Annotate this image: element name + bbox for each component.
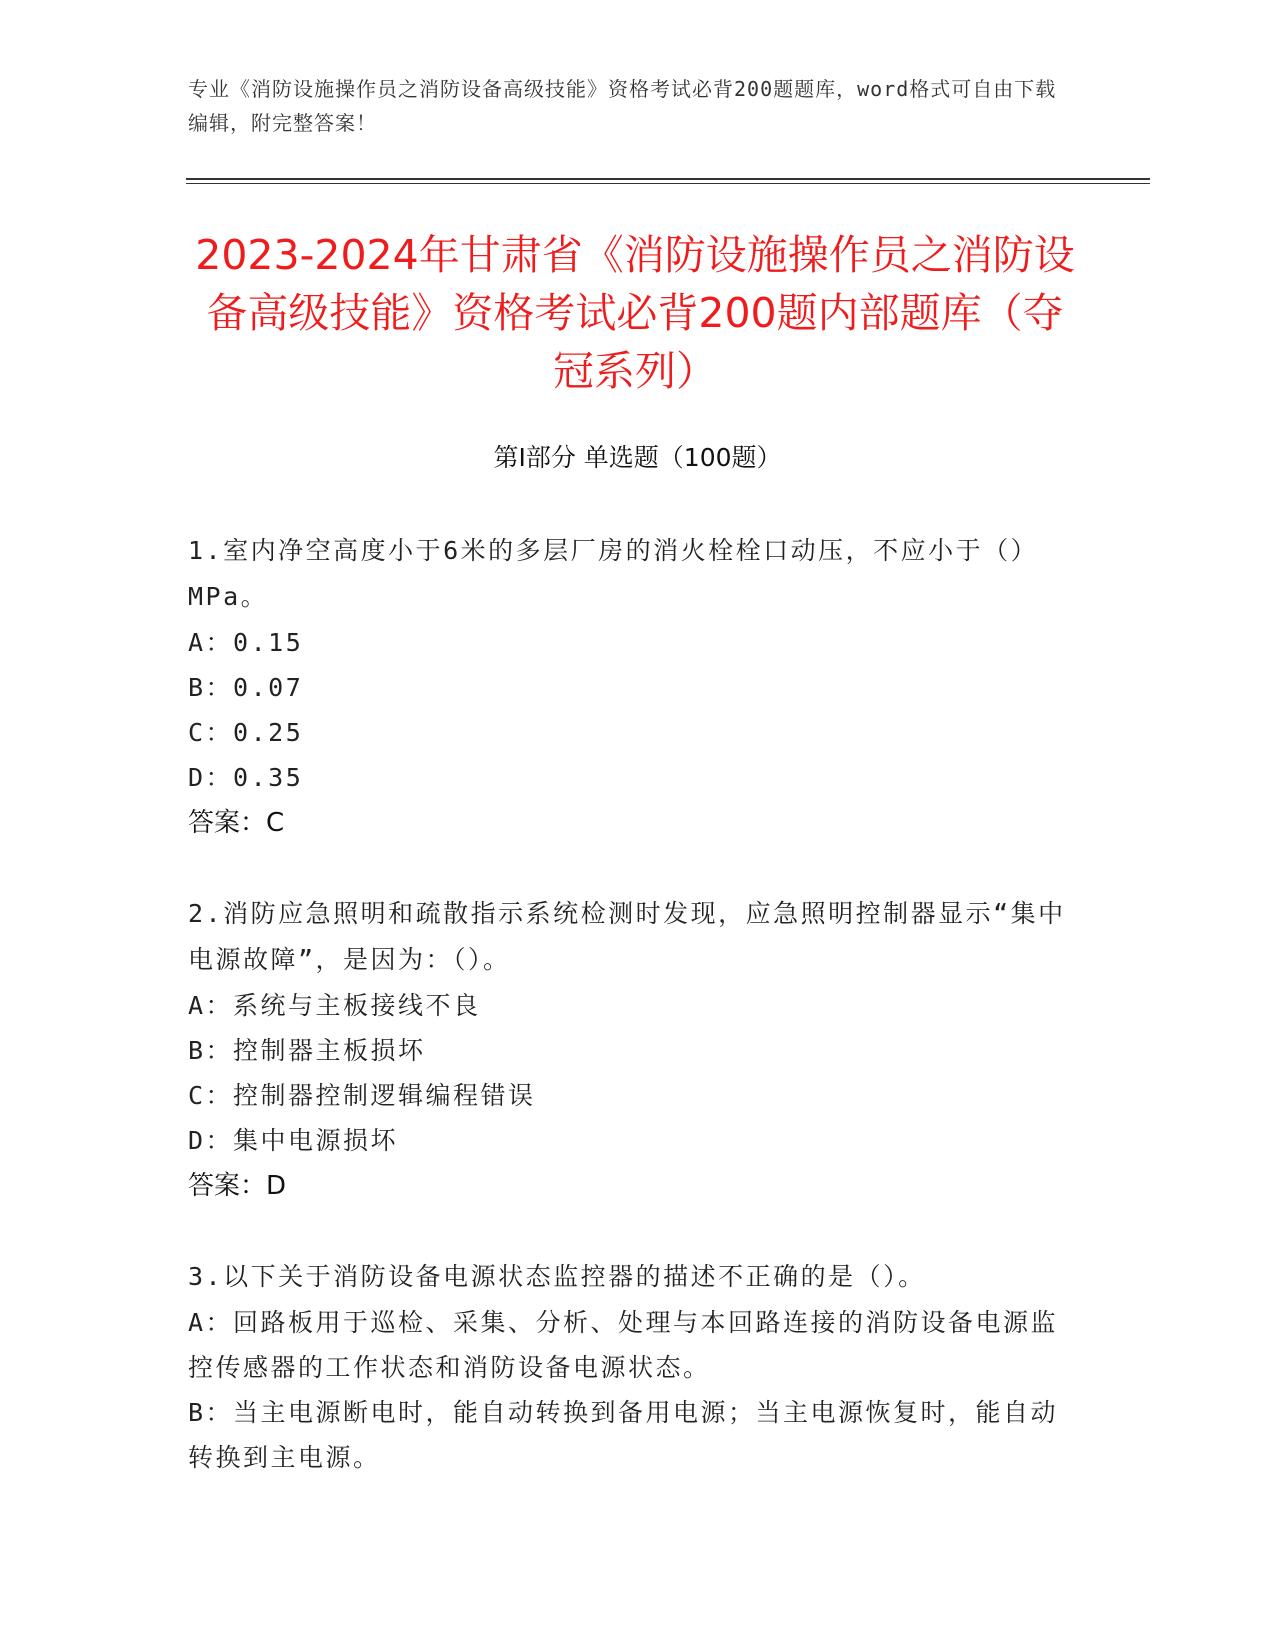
option-b: B：0.07 [188, 673, 304, 702]
header-rule-thin [186, 183, 1150, 184]
option-a: A：0.15 [188, 628, 304, 657]
option-c: C：控制器控制逻辑编程错误 [188, 1081, 536, 1110]
question-stem: 1.室内净空高度小于6米的多层厂房的消火栓栓口动压，不应小于（）MPa。 [188, 536, 1039, 611]
answer-label: 答案：D [188, 1171, 287, 1201]
question-stem: 3.以下关于消防设备电源状态监控器的描述不正确的是（）。 [188, 1262, 926, 1291]
option-d: D：集中电源损坏 [188, 1126, 399, 1155]
header-rule-thick [186, 178, 1150, 180]
question-2 [188, 891, 1078, 1209]
option-a: A：系统与主板接线不良 [188, 991, 481, 1020]
section-heading: 第Ⅰ部分 单选题（100题） [493, 443, 782, 472]
question-3 [188, 1254, 1078, 1480]
answer-label: 答案：C [188, 808, 285, 838]
question-stem: 2.消防应急照明和疏散指示系统检测时发现，应急照明控制器显示“集中电源故障”，是因为：（）。 [188, 899, 1066, 974]
option-b: B：控制器主板损坏 [188, 1036, 426, 1065]
option-d: D：0.35 [188, 763, 304, 792]
option-b: B：当主电源断电时，能自动转换到备用电源；当主电源恢复时，能自动转换到主电源。 [188, 1398, 1059, 1472]
question-1 [188, 528, 1078, 846]
option-c: C：0.25 [188, 718, 304, 747]
question-list [188, 528, 1078, 1525]
document-title: 2023-2024年甘肃省《消防设施操作员之消防设备高级技能》资格考试必背200题内部题库（夺冠系列） [195, 231, 1075, 395]
header-note: 专业《消防设施操作员之消防设备高级技能》资格考试必背200题题库，word格式可自由下载编辑，附完整答案！ [188, 77, 1057, 135]
option-a: A：回路板用于巡检、采集、分析、处理与本回路连接的消防设备电源监控传感器的工作状态和消防设备电源状态。 [188, 1308, 1059, 1382]
